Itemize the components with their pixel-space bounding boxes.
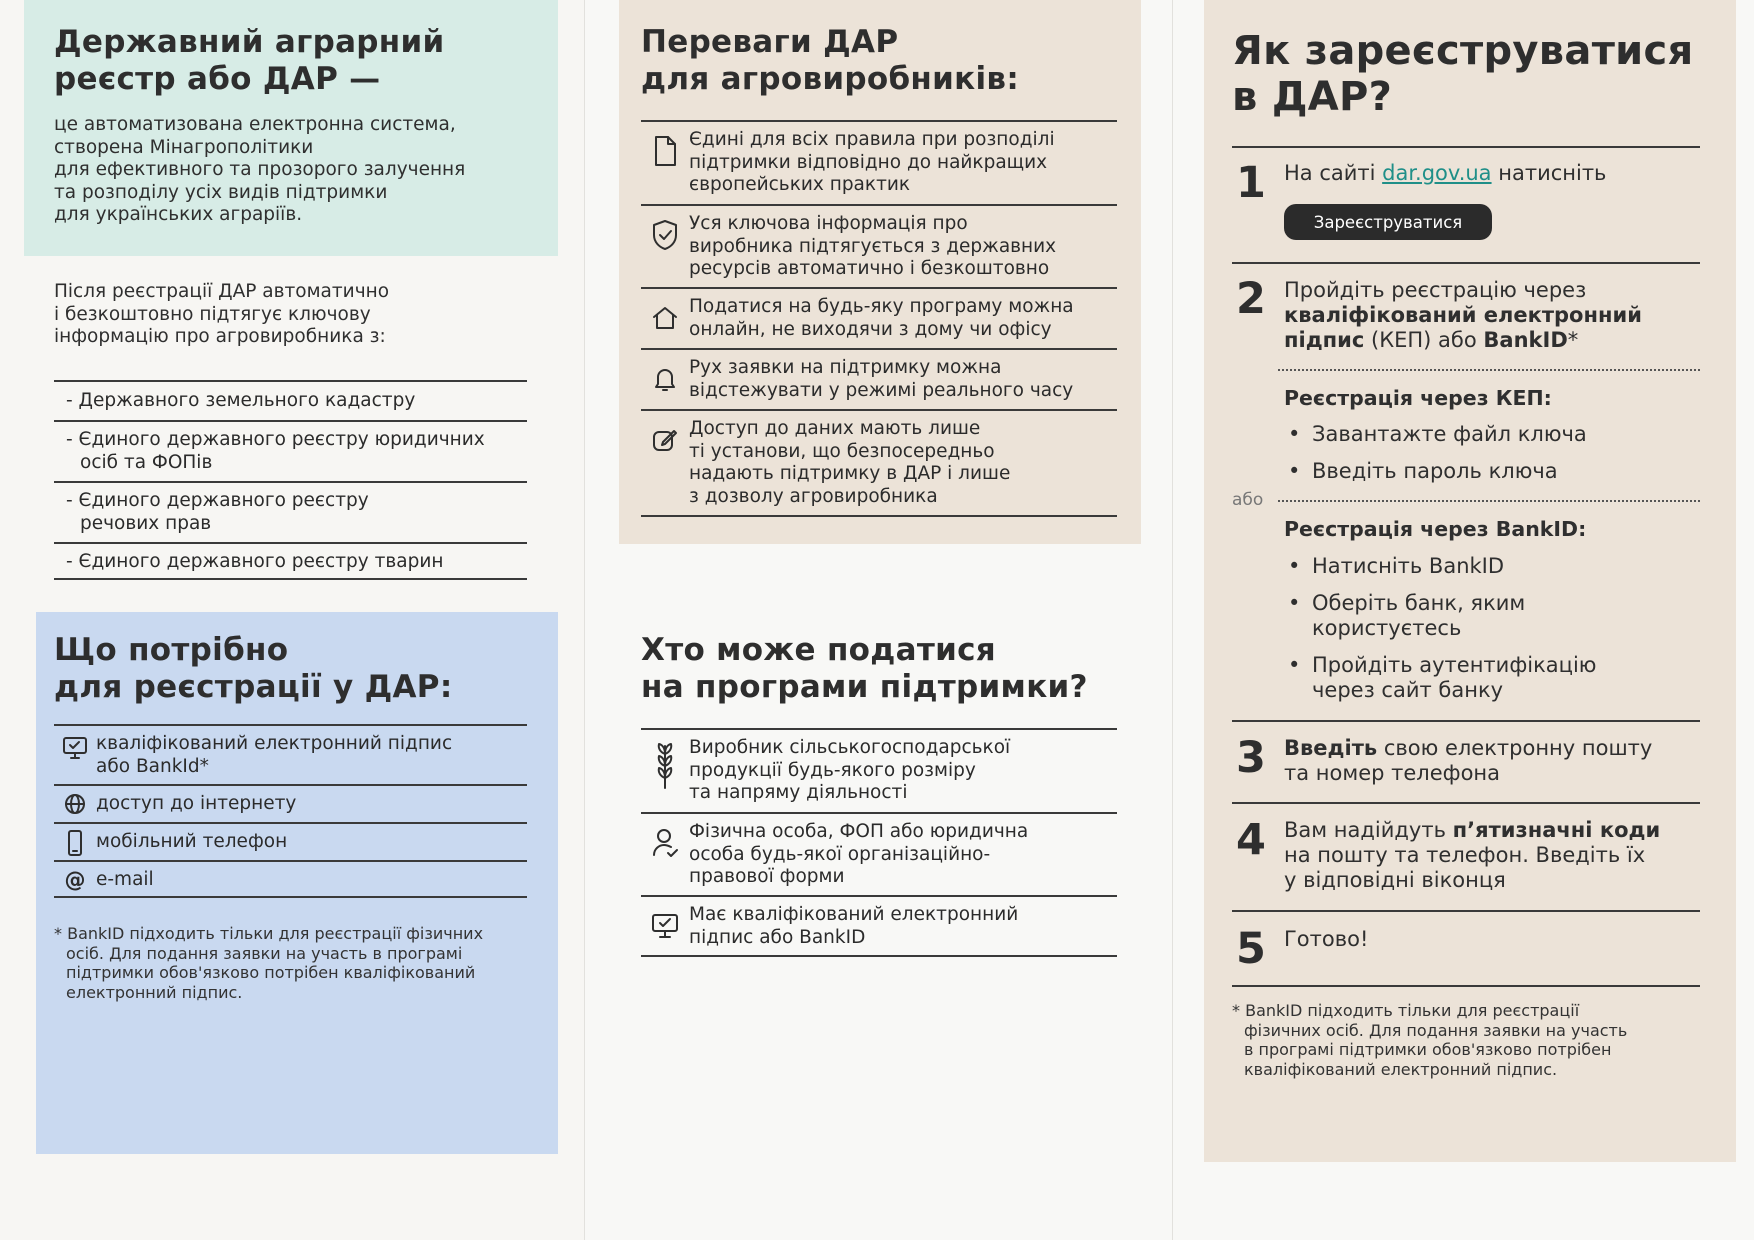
benefits-title: Переваги ДАР для агровиробників: xyxy=(641,24,1020,97)
divider xyxy=(1232,262,1700,264)
intro-title: Державний аграрний реєстр або ДАР — xyxy=(54,24,445,97)
list-item: - Державного земельного кадастру xyxy=(54,380,527,420)
kep-subtitle: Реєстрація через КЕП: xyxy=(1284,386,1552,410)
register-button[interactable]: Зареєструватися xyxy=(1284,204,1492,240)
divider xyxy=(1232,720,1700,722)
requirements-box xyxy=(36,612,558,1154)
list-item: Має кваліфікований електронний підпис або BankID xyxy=(641,895,1117,957)
bankid-step-item: • Оберіть банк, яким користуєтесь xyxy=(1284,591,1525,641)
requirements-footnote: * BankID підходить тільки для реєстрації фізичних осіб. Для подання заявки на участь в програмі підтримки обов'язково потрібен кваліфікований електронний підпис. xyxy=(54,924,484,1002)
list-item: Уся ключова інформація про виробника підтягується з державних ресурсів автоматично і безкоштовно xyxy=(641,204,1117,287)
kep-step-item: • Завантажте файл ключа xyxy=(1284,422,1587,447)
list-item: Доступ до даних мають лише ті установи, що безпосередньо надають підтримку в ДАР і лише з дозволу агровиробника xyxy=(641,409,1117,517)
dotted-divider xyxy=(1278,500,1700,502)
signature-monitor-icon xyxy=(641,904,689,948)
bankid-step-item: • Натисніть BankID xyxy=(1284,554,1504,579)
who-can-apply-title: Хто може податися на програми підтримки? xyxy=(641,632,1088,705)
registries-list xyxy=(54,380,527,580)
list-item: Податися на будь-яку програму можна онлайн, не виходячи з дому чи офісу xyxy=(641,287,1117,348)
at-sign-icon: @ xyxy=(64,867,86,892)
list-item: Виробник сільськогосподарської продукції будь-якого розміру та напряму діяльності xyxy=(641,728,1117,812)
registration-steps-box xyxy=(1204,0,1736,1162)
list-item: @ e-mail xyxy=(54,860,527,898)
person-icon xyxy=(641,821,689,865)
who-can-apply-list xyxy=(641,728,1117,957)
signature-monitor-icon xyxy=(54,733,96,763)
step-1-text: На сайті dar.gov.ua натисніть xyxy=(1284,161,1607,185)
left-panel xyxy=(0,0,584,1240)
step-2-number: 2 xyxy=(1236,274,1266,324)
step-5-number: 5 xyxy=(1236,924,1266,974)
right-panel xyxy=(1172,0,1754,1240)
home-icon xyxy=(641,296,689,340)
globe-icon xyxy=(54,793,96,815)
step-4-text: Вам надійдуть п’ятизначні коди на пошту та телефон. Введіть їх у відповідні віконця xyxy=(1284,818,1661,892)
list-item: - Єдиного державного реєстру юридичних осіб та ФОПів xyxy=(54,420,527,481)
divider xyxy=(1232,802,1700,804)
step-5-text: Готово! xyxy=(1284,927,1369,951)
bankid-subtitle: Реєстрація через BankID: xyxy=(1284,517,1587,541)
divider xyxy=(1232,146,1700,148)
list-item: кваліфікований електронний підпис або BankId* xyxy=(54,724,527,784)
step-3-number: 3 xyxy=(1236,733,1266,783)
or-label: або xyxy=(1232,490,1264,510)
step-4-number: 4 xyxy=(1236,815,1266,865)
list-item: Рух заявки на підтримку можна відстежувати у режимі реального часу xyxy=(641,348,1117,409)
shield-check-icon xyxy=(641,213,689,257)
kep-step-item: • Введіть пароль ключа xyxy=(1284,459,1558,484)
bankid-step-item: • Пройдіть аутентифікацію через сайт банку xyxy=(1284,653,1596,703)
list-item: - Єдиного державного реєстру речових прав xyxy=(54,481,527,542)
step-3-text: Введіть свою електронну пошту та номер телефона xyxy=(1284,736,1653,785)
list-item: - Єдиного державного реєстру тварин xyxy=(54,542,527,580)
benefits-box xyxy=(619,0,1141,544)
site-link[interactable]: dar.gov.ua xyxy=(1382,161,1492,185)
step-1-number: 1 xyxy=(1236,158,1266,208)
list-item: мобільний телефон xyxy=(54,822,527,860)
intro-box xyxy=(24,0,558,256)
requirements-title: Що потрібно для реєстрації у ДАР: xyxy=(54,632,453,705)
registration-footnote: * BankID підходить тільки для реєстрації фізичних осіб. Для подання заявки на участь в програмі підтримки обов'язково потрібен кваліфікований електронний підпис. xyxy=(1232,1001,1628,1079)
list-item: Єдині для всіх правила при розподілі підтримки відповідно до найкращих європейських практик xyxy=(641,120,1117,204)
requirements-list xyxy=(54,724,527,898)
bell-icon xyxy=(641,357,689,401)
wheat-icon xyxy=(641,737,689,793)
registration-title: Як зареєструватися в ДАР? xyxy=(1232,28,1694,120)
mobile-phone-icon xyxy=(54,831,96,855)
divider xyxy=(1232,910,1700,912)
intro-description: це автоматизована електронна система, створена Мінагрополітики для ефективного та прозорого залучення та розподілу усіх видів підтримки для українських аграріїв. xyxy=(54,114,466,225)
step-2-text: Пройдіть реєстрацію через кваліфікований електронний підпис (КЕП) або BankID* xyxy=(1284,278,1642,352)
document-icon xyxy=(641,129,689,173)
benefits-list xyxy=(641,120,1117,517)
list-item: Фізична особа, ФОП або юридична особа будь-якої організаційно- правової форми xyxy=(641,812,1117,895)
dotted-divider xyxy=(1278,369,1700,371)
divider xyxy=(1232,985,1700,987)
middle-panel xyxy=(584,0,1172,1240)
edit-icon xyxy=(641,418,689,462)
after-registration-text: Після реєстрації ДАР автоматично і безкоштовно підтягує ключову інформацію про агровиробника з: xyxy=(54,281,390,347)
list-item: доступ до інтернету xyxy=(54,784,527,822)
